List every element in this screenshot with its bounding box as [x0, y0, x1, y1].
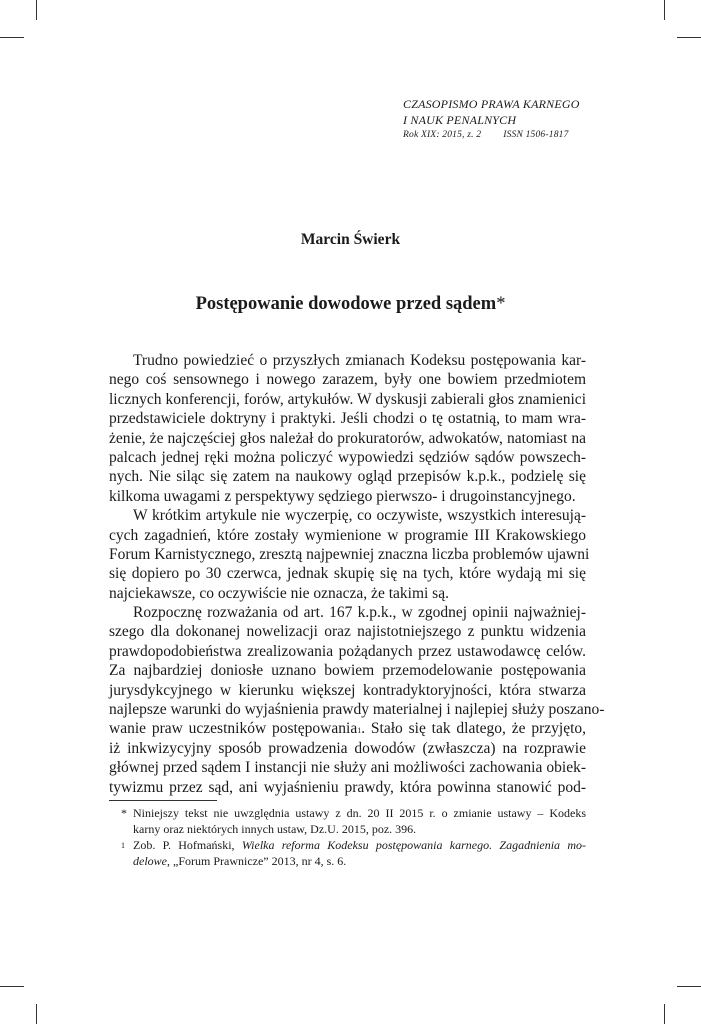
body-line: licznych konferencji, forów, artykułów. W dyskusji zabierali głos znamienici — [109, 390, 586, 408]
body-line: kilkoma uwagami z perspektywy sędziego pierwszo- i drugoinstancyjnego. — [109, 487, 576, 505]
footnote-separator — [109, 800, 217, 801]
crop-mark — [664, 1004, 665, 1024]
body-line: tywizmu przez sąd, ani wyjaśnieniu prawdy, która powinna stanowić pod- — [109, 778, 586, 796]
body-line: Za najbardziej doniosłe uznano bowiem przemodelowanie postępowania — [109, 662, 586, 680]
crop-mark — [36, 0, 37, 20]
body-line-part: wanie praw uczestników postępowania — [109, 720, 358, 738]
body-line: najlepsze warunki do wyjaśnienia prawdy materialnej i najlepiej służy poszano- — [109, 701, 605, 719]
body-line: Forum Karnistycznego, zresztą najpewniej znaczna liczba problemów ujawni — [109, 545, 590, 563]
footnote-text-italic: delowe — [133, 854, 167, 868]
footnote-line: karny oraz niektórych innych ustaw, Dz.U. 2015, poz. 396. — [133, 822, 417, 836]
body-line: się dopiero po 30 czerwca, jednak skupię się na tych, które wydają mi się — [109, 565, 586, 583]
crop-mark — [0, 986, 24, 987]
footnote-text: Niniejszy tekst nie uwzględnia ustawy z dn. 20 II 2015 r. o zmianie ustawy – Kodeks — [133, 806, 586, 820]
crop-mark — [664, 0, 665, 20]
body-line: palcach jednej ręki można policzyć wypowiedzi sędziów sądów powszech- — [109, 448, 586, 466]
body-line: nych. Nie siląc się zatem na naukowy ogląd przepisów k.p.k., podzielę się — [109, 468, 586, 486]
article-title: Postępowanie dowodowe przed sądem — [195, 294, 497, 314]
crop-mark — [677, 37, 701, 38]
footnote-star — [109, 805, 586, 837]
crop-mark — [0, 37, 24, 38]
body-line: prawdopodobieństwa zrealizowania pożądanych przez ustawodawcę celów. — [109, 642, 586, 660]
body-line: W krótkim artykule nie wyczerpię, co oczywiste, wszystkich interesują- — [133, 507, 586, 525]
body-line — [109, 719, 586, 738]
body-line: Trudno powiedzieć o przyszłych zmianach Kodeksu postępowania kar- — [133, 352, 586, 369]
footnote-text-italic: Wielka reforma Kodeksu postępowania karnego. Zagadnienia mo- — [241, 838, 586, 852]
journal-issue: Rok XIX: 2015, z. 2 — [403, 130, 482, 140]
journal-name-line1: CZASOPISMO PRAWA KARNEGO — [403, 97, 580, 111]
body-line: cych zagadnień, które zostały wymienione w programie III Krakowskiego — [109, 526, 586, 544]
body-line: iż inkwizycyjny sposób prowadzenia dowodów (zwłaszcza) na rozprawie — [109, 739, 586, 757]
crop-mark — [677, 986, 701, 987]
footnotes — [109, 805, 586, 869]
footnote-line — [109, 837, 586, 853]
article-body — [109, 351, 605, 797]
footnote-1 — [109, 837, 586, 869]
journal-header — [403, 96, 603, 142]
body-line-part: . Stało się tak dlatego, że przyjęto, — [361, 720, 586, 738]
journal-meta — [403, 128, 603, 142]
footnote-mark: * — [121, 806, 127, 820]
footnote-line — [109, 853, 586, 869]
body-line: szego dla dokonanej nowelizacji oraz najistotniejszego z punktu widzenia — [109, 623, 586, 641]
footnote-line — [109, 805, 586, 821]
footnote-text: , „Forum Prawnicze” 2013, nr 4, s. 6. — [167, 854, 347, 868]
body-line: przedstawiciele doktryny i praktyki. Jeśli chodzi o tę ostatnią, to mam wra- — [109, 410, 586, 428]
body-line: jurysdykcyjnego w kierunku większej kontradyktoryjności, która stwarza — [109, 681, 586, 699]
body-line: nego coś sensownego i nowego zarazem, były one bowiem przedmiotem — [109, 371, 586, 389]
footnote-ref-1[interactable]: 1 — [357, 726, 362, 736]
body-line: głównej przed sądem I instancji nie służy ani możliwości zachowania obiek- — [109, 759, 586, 777]
body-line: najciekawsze, co oczywiście nie oznacza, że takimi są. — [109, 584, 449, 602]
journal-name-line2: I NAUK PENALNYCH — [403, 113, 517, 127]
footnote-text: Zob. P. Hofmański, — [133, 838, 242, 852]
journal-issn: ISSN 1506-1817 — [503, 130, 569, 140]
title-footnote-marker[interactable]: * — [496, 294, 506, 314]
article-author: Marcin Świerk — [300, 231, 401, 248]
body-line: Rozpocznę rozważania od art. 167 k.p.k., w zgodnej opinii najważniej- — [133, 604, 586, 622]
footnote-mark: 1 — [121, 841, 125, 850]
body-line: żenie, że najczęściej głos należał do prokuratorów, adwokatów, natomiast na — [109, 429, 586, 447]
crop-mark — [36, 1004, 37, 1024]
article-title-block — [0, 294, 701, 315]
